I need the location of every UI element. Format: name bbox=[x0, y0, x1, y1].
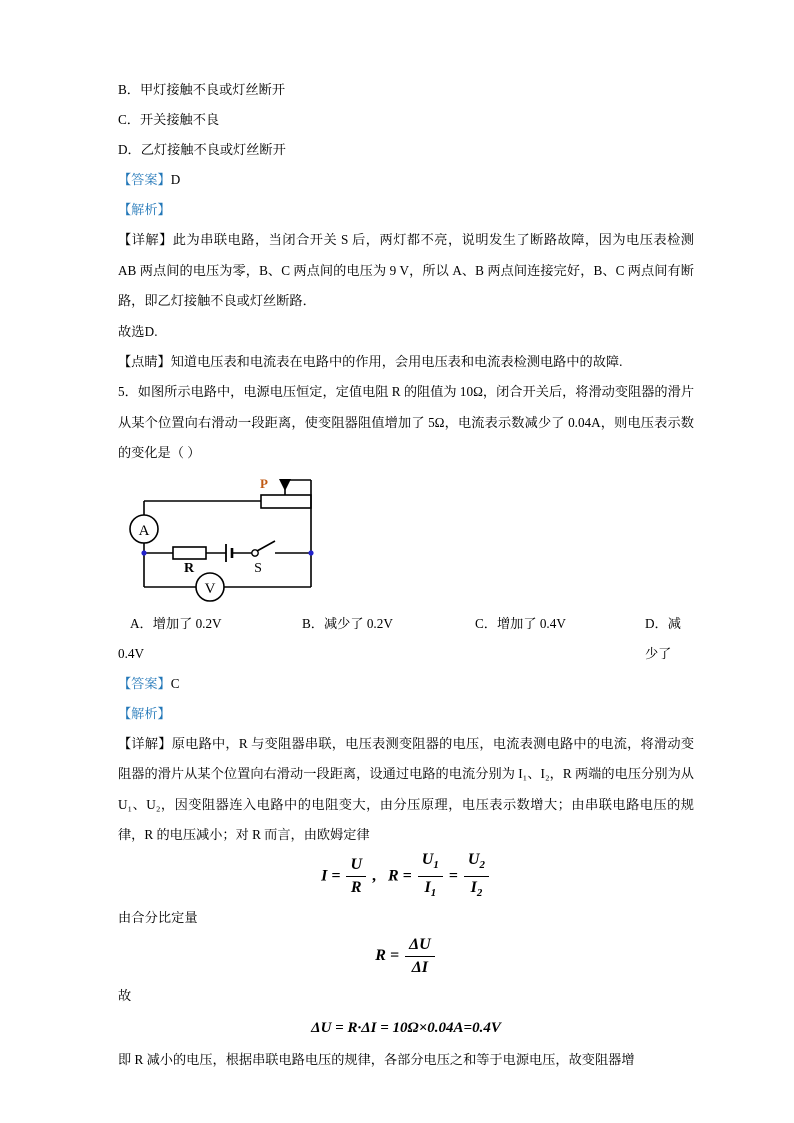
ammeter-label: A bbox=[138, 522, 150, 539]
analysis-tag: 【解析】 bbox=[118, 705, 171, 721]
detail-tag: 【详解】 bbox=[118, 232, 173, 247]
q4-option-b: B．甲灯接触不良或灯丝断开 bbox=[118, 82, 286, 97]
q4-answer-line bbox=[118, 165, 694, 195]
q5-option-d-wrap: 0.4V bbox=[118, 645, 145, 661]
q4-highlight-paragraph bbox=[118, 347, 694, 378]
q5-formula-1: I = $\frac{U}{R}$ , R = $\frac{U_1}{I_1}$ = $\frac{U_2}{I_2}$ bbox=[118, 851, 694, 903]
q4-option-d: D．乙灯接触不良或灯丝断开 bbox=[118, 142, 286, 157]
voltmeter-label: V bbox=[204, 580, 216, 597]
resistor-body bbox=[173, 547, 206, 559]
q5-detail-paragraph bbox=[118, 729, 694, 851]
q5-analysis-line bbox=[118, 699, 694, 729]
answer-tag: 【答案】 bbox=[118, 675, 171, 691]
q4-analysis-line bbox=[118, 195, 694, 225]
q5-options-row bbox=[118, 609, 694, 661]
switch-label: S bbox=[254, 560, 262, 576]
highlight-tag: 【点睛】 bbox=[118, 353, 171, 369]
q5-number: 5． bbox=[118, 384, 138, 399]
q5-circuit-diagram bbox=[118, 477, 694, 605]
q5-answer-line bbox=[118, 669, 694, 699]
switch-lever bbox=[257, 541, 275, 551]
slider-label-P: P bbox=[260, 476, 268, 491]
q5-detail-text: 原电路中，R 与变阻器串联，电压表测变阻器的电压，电流表测电路中的电流，将滑动变阻器的滑片从某个位置向右滑动一段距离，设通过电路的电流分别为 I₁、I₂，R 两端的电压分别为从 U₁、U₂，因变阻器连入电路中的电阻变大，由分压原理，电压表示数增大；由串联电路电压的规律，R 的电压减小；对 R 而言，由欧姆定律 bbox=[118, 735, 695, 842]
q5-tail-text: 即 R 减小的电压，根据串联电路电压的规律，各部分电压之和等于电源电压，故变阻器增 bbox=[118, 1051, 635, 1067]
q5-stem-text: 如图所示电路中，电源电压恒定，定值电阻 R 的阻值为 10Ω，闭合开关后，将滑动变阻器的滑片从某个位置向右滑动一段距离，使变阻器阻值增加了 5Ω，电流表示数减少了 0.04A，则电压表示数的变化是（ ） bbox=[118, 384, 695, 460]
q4-answer-value: D bbox=[170, 172, 181, 187]
detail-tag: 【详解】 bbox=[118, 735, 172, 751]
resistor-label: R bbox=[183, 560, 195, 576]
junction-dot-right bbox=[308, 550, 313, 555]
q5-option-b: B．减少了 0.2V bbox=[302, 615, 393, 631]
q5-option-a: A．增加了 0.2V bbox=[130, 615, 222, 631]
q4-conclusion: 故选D. bbox=[118, 323, 158, 339]
q5-formula-2: R = $\frac{\Delta U}{\Delta I}$ bbox=[118, 933, 694, 981]
q4-detail-text: 此为串联电路，当闭合开关 S 后，两灯都不亮，说明发生了断路故障，因为电压表检测 AB 两点间的电压为零，B、C 两点间的电压为 9 V，所以 A、B 两点间连接完好，B、C 两点间有断路，即乙灯接触不良或灯丝断路． bbox=[118, 232, 694, 308]
rheostat-body bbox=[261, 495, 311, 508]
circuit-svg bbox=[118, 477, 318, 605]
q5-answer-value: C bbox=[170, 675, 180, 691]
q4-detail-paragraph bbox=[118, 225, 694, 317]
q5-stem bbox=[118, 377, 694, 469]
q5-gu-text: 故 bbox=[118, 987, 132, 1003]
junction-dot-left bbox=[141, 550, 146, 555]
q5-formula-3: ΔU = R·ΔI = 10Ω×0.04A=0.4V bbox=[311, 1019, 501, 1036]
answer-tag: 【答案】 bbox=[118, 172, 171, 187]
q5-mid-text: 由合分比定量 bbox=[118, 909, 198, 925]
q5-option-c: C．增加了 0.4V bbox=[475, 615, 566, 631]
q4-highlight-text: 知道电压表和电流表在电路中的作用，会用电压表和电流表检测电路中的故障. bbox=[170, 353, 623, 369]
q5-option-d: D．减少了 bbox=[645, 615, 681, 661]
q4-option-c: C．开关接触不良 bbox=[118, 112, 220, 127]
analysis-tag: 【解析】 bbox=[118, 202, 171, 217]
